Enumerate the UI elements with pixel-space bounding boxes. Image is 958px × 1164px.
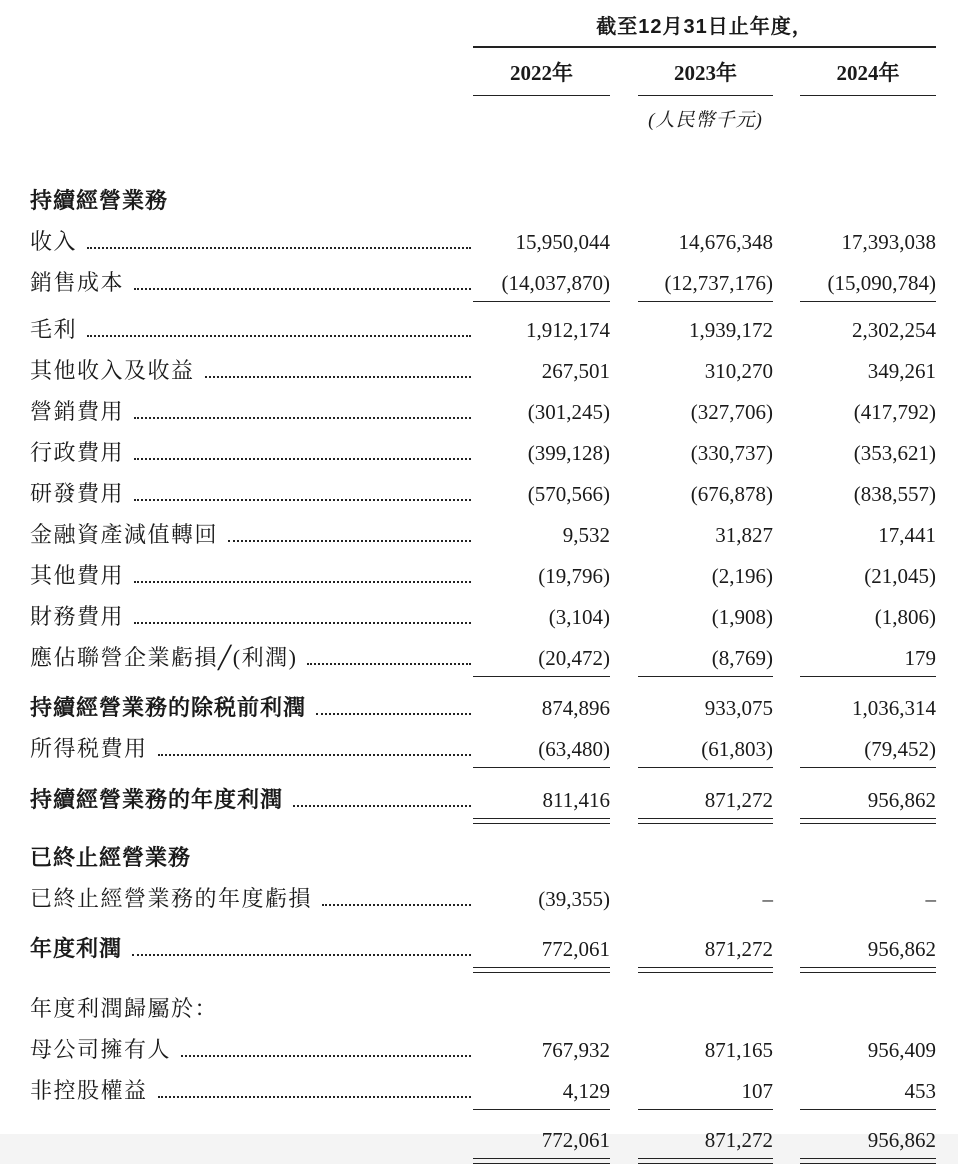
value-cell-2023 [638,1022,773,1028]
table-row [30,1118,958,1159]
value-cell-2024: – [925,887,936,911]
row-label-text: 金融資產減值轉回 [30,522,219,547]
row-label-text: 應佔聯營企業虧損╱(利潤) [30,645,298,670]
dot-leader [316,713,471,715]
value-cell-2023 [638,214,773,220]
table-row [30,390,958,431]
value-cell-2023: 871,272 [638,937,773,968]
value-cell-2024: 956,862 [800,1128,936,1159]
dot-leader [322,904,471,906]
value-cell-2024 [800,1022,936,1028]
value-cell-2024: 179 [800,646,936,677]
value-cell-2024: (353,621) [853,441,936,465]
dot-leader [134,622,471,624]
year-column-2023: 2023年 [638,57,773,96]
value-cell-2022: 9,532 [562,523,610,547]
table-row [30,261,958,302]
row-label-text: 收入 [30,229,78,254]
table-row [30,431,958,472]
value-cell-2023: (330,737) [690,441,773,465]
table-row [30,1028,958,1069]
dot-leader [228,540,471,542]
currency-note: (人民幣千元) [648,110,763,131]
value-cell-2022: 767,932 [541,1038,610,1062]
value-cell-2022: (14,037,870) [473,271,610,302]
row-label-text: 已終止經營業務的年度虧損 [30,886,313,911]
row-label-text: 持續經營業務 [30,188,169,213]
value-cell-2023: (8,769) [638,646,773,677]
value-cell-2022: 267,501 [541,359,610,383]
value-cell-2022: (19,796) [538,564,610,588]
dot-leader [134,288,471,290]
table-row [30,1069,958,1110]
value-cell-2022: (570,566) [527,482,610,506]
table-row [30,308,958,349]
dot-leader [87,247,471,249]
value-cell-2022: (20,472) [473,646,610,677]
dot-leader [134,417,471,419]
row-label [30,992,473,1028]
dot-leader [134,581,471,583]
row-label-text: 年度利潤歸屬於： [30,996,219,1021]
value-cell-2024: 453 [800,1079,936,1110]
value-cell-2023: 871,272 [638,1128,773,1159]
value-cell-2023: (2,196) [711,564,773,588]
row-label [30,395,473,431]
row-label [30,477,473,513]
value-cell-2024: 349,261 [867,359,936,383]
value-cell-2024: (417,792) [853,400,936,424]
value-cell-2024: 956,862 [800,937,936,968]
value-cell-2023: 14,676,348 [678,230,773,254]
row-label-text: 研發費用 [30,481,125,506]
value-cell-2022: (399,128) [527,441,610,465]
dot-leader [307,663,471,665]
table-row [30,554,958,595]
row-label-text: 其他收入及收益 [30,358,195,383]
table-row [30,987,958,1028]
value-cell-2023: 871,272 [638,788,773,819]
row-label [30,641,473,677]
dot-leader [134,499,471,501]
value-cell-2024: (1,806) [874,605,936,629]
value-cell-2023: (327,706) [690,400,773,424]
value-cell-2022: (301,245) [527,400,610,424]
row-label [30,313,473,349]
value-cell-2023: 310,270 [704,359,773,383]
row-label [30,882,473,918]
row-label [30,518,473,554]
value-cell-2022: (63,480) [473,737,610,768]
row-label-text: 持續經營業務的除税前利潤 [30,695,307,720]
dot-leader [87,335,471,337]
row-label [30,1154,473,1159]
dot-leader [132,954,471,956]
value-cell-2024: 17,393,038 [841,230,936,254]
row-label-text: 年度利潤 [30,936,123,961]
value-cell-2024 [800,871,936,877]
row-label [30,600,473,636]
value-cell-2024: 2,302,254 [852,318,936,342]
year-column-2024: 2024年 [800,57,936,96]
value-cell-2024: 956,862 [800,788,936,819]
value-cell-2022: 1,912,174 [526,318,610,342]
period-title: 截至12月31日止年度， [596,16,813,38]
table-row [30,927,958,968]
table-rows [30,179,958,1159]
value-cell-2022: 772,061 [473,1128,610,1159]
table-row [30,349,958,390]
value-cell-2023: (61,803) [638,737,773,768]
value-cell-2022: 4,129 [473,1079,610,1110]
row-label-text: 營銷費用 [30,399,125,424]
value-cell-2022: 811,416 [473,788,610,819]
row-label [30,783,473,819]
value-cell-2024: 956,409 [867,1038,936,1062]
row-label-text: 其他費用 [30,563,125,588]
value-cell-2024: (21,045) [864,564,936,588]
table-row [30,778,958,819]
dot-leader [293,805,471,807]
dot-leader [205,376,471,378]
table-row [30,877,958,918]
table-row [30,836,958,877]
value-cell-2024: (79,452) [800,737,936,768]
value-cell-2022: 15,950,044 [515,230,610,254]
row-label-text: 行政費用 [30,440,125,465]
value-cell-2023: 31,827 [715,523,773,547]
row-label-text: 財務費用 [30,604,125,629]
value-cell-2022: 874,896 [541,696,610,720]
value-cell-2022 [473,871,610,877]
row-label [30,266,473,302]
row-label-text: 非控股權益 [30,1078,148,1103]
table-row [30,179,958,220]
value-cell-2023: 107 [638,1079,773,1110]
row-label [30,1033,473,1069]
table-row [30,595,958,636]
row-label [30,225,473,261]
row-label [30,559,473,595]
row-label [30,436,473,472]
dot-leader [134,458,471,460]
value-cell-2023: (1,908) [711,605,773,629]
row-label [30,691,473,727]
currency-note-row [473,105,936,132]
value-cell-2022: (3,104) [548,605,610,629]
value-cell-2023: (12,737,176) [638,271,773,302]
column-gap [773,57,800,96]
row-label-text: 持續經營業務的年度利潤 [30,787,284,812]
table-row [30,686,958,727]
value-cell-2024: 1,036,314 [852,696,936,720]
row-label [30,354,473,390]
row-label [30,184,473,220]
value-cell-2023 [638,871,773,877]
row-label-text: 所得税費用 [30,736,148,761]
value-cell-2024: (15,090,784) [800,271,936,302]
value-cell-2022 [473,1022,610,1028]
value-cell-2022: (39,355) [538,887,610,911]
table-row [30,727,958,768]
table-row [30,513,958,554]
year-columns-row [473,57,936,96]
value-cell-2023: 933,075 [704,696,773,720]
row-label [30,841,473,877]
value-cell-2024: 17,441 [878,523,936,547]
value-cell-2023: 1,939,172 [689,318,773,342]
row-label-text: 銷售成本 [30,270,125,295]
value-cell-2023: (676,878) [690,482,773,506]
value-cell-2022 [473,214,610,220]
row-label [30,1074,473,1110]
dot-leader [181,1055,471,1057]
table-row [30,220,958,261]
table-row [30,472,958,513]
value-cell-2023: – [762,887,773,911]
value-cell-2024: (838,557) [853,482,936,506]
value-cell-2023: 871,165 [704,1038,773,1062]
row-label-text: 已終止經營業務 [30,845,192,870]
table-header [473,6,936,132]
value-cell-2024 [800,214,936,220]
dot-leader [158,1096,471,1098]
row-label [30,932,473,968]
row-label-text: 毛利 [30,317,78,342]
table-row [30,636,958,677]
year-column-2022: 2022年 [473,57,610,96]
column-gap [610,57,638,96]
row-label [30,732,473,768]
header-top-rule [473,46,936,48]
dot-leader [158,754,471,756]
value-cell-2022: 772,061 [473,937,610,968]
row-label-text: 母公司擁有人 [30,1037,172,1062]
